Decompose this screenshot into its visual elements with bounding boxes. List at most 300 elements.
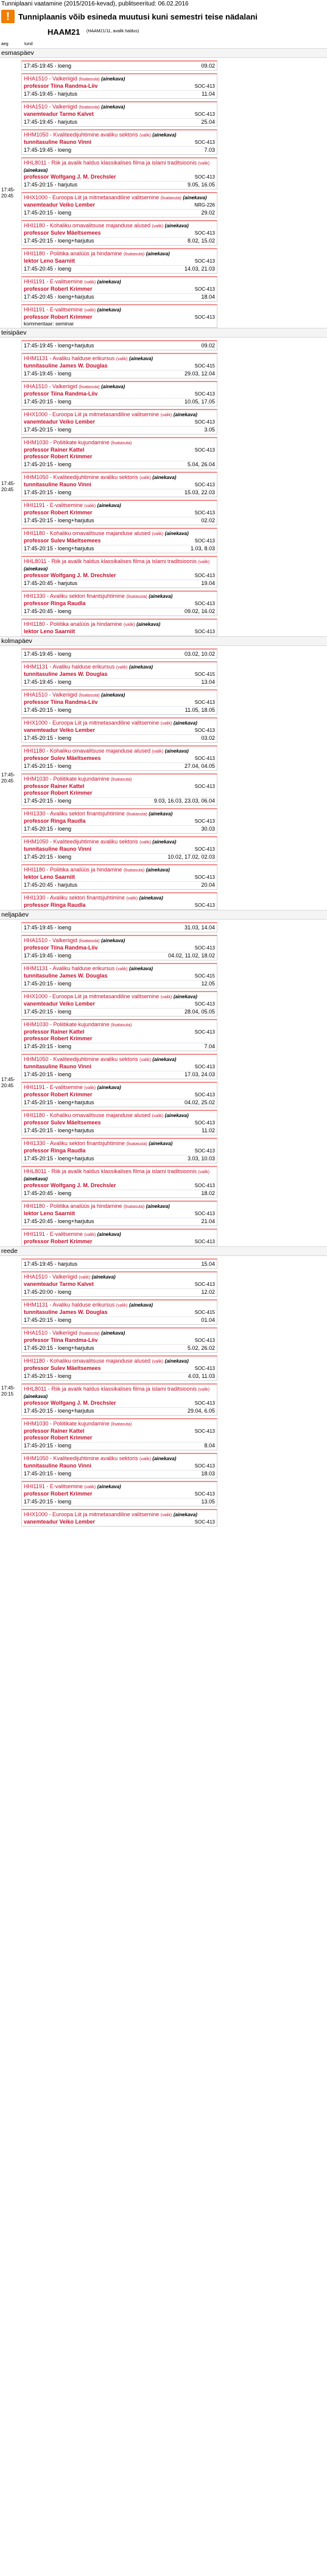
course-entry[interactable]: [21, 1299, 217, 1325]
lecturer-name[interactable]: tunnitasuline Rauno Vinni: [24, 139, 91, 145]
room-code: SOC-413: [194, 1519, 215, 1525]
room-code: SOC-413: [194, 482, 215, 488]
session-dates: 09.02: [201, 342, 215, 349]
lecturer-name[interactable]: professor Wolfgang J. M. Drechsler: [24, 1182, 116, 1188]
session-line: [24, 678, 215, 686]
syllabus-link[interactable]: (ainekava): [149, 594, 173, 599]
lecturer-name[interactable]: professor Ringa Raudla: [24, 600, 86, 606]
syllabus-link[interactable]: (ainekava): [152, 839, 177, 845]
syllabus-link[interactable]: (ainekava): [97, 279, 121, 285]
course-entry[interactable]: [21, 591, 217, 616]
room-code: SOC-413: [194, 286, 215, 292]
syllabus-link[interactable]: (ainekava): [146, 251, 170, 257]
course-title: [24, 937, 215, 945]
session-line: [24, 1261, 215, 1268]
lecturer-name[interactable]: professor Sulev Mäeltsemees: [24, 1365, 101, 1371]
lecturer-name[interactable]: tunnitasuline James W. Douglas: [24, 973, 108, 979]
day-time-label: 20:45: [1, 193, 14, 199]
lecturer-room-line: [24, 1182, 215, 1189]
course-entry[interactable]: [21, 1271, 217, 1297]
lecturer-name[interactable]: professor Wolfgang J. M. Drechsler: [24, 572, 116, 578]
warning-text: Tunniplaanis võib esineda muutusi kuni semestri teise nädalani: [18, 12, 258, 21]
course-entry[interactable]: [21, 1383, 217, 1416]
session-time-type: 17:45-20:15 - harjutus: [24, 182, 78, 188]
syllabus-link[interactable]: (ainekava): [152, 1057, 177, 1062]
course-entry[interactable]: [21, 717, 217, 743]
lecturer-name[interactable]: lektor Leno Saarniit: [24, 1210, 76, 1216]
room-code: SOC-415: [194, 973, 215, 979]
lecturer-name[interactable]: vanemteadur Veiko Lember: [24, 1001, 96, 1007]
course-title: [24, 411, 215, 419]
course-option: (valik): [160, 1513, 172, 1517]
syllabus-link[interactable]: (ainekava): [149, 1141, 173, 1146]
lecturer-name[interactable]: lektor Leno Saarniit: [24, 874, 76, 880]
session-time-type: 17:45-20:15 - loeng: [24, 707, 72, 713]
lecturer-name[interactable]: tunnitasuline Rauno Vinni: [24, 1463, 91, 1469]
course-entry[interactable]: [21, 773, 217, 806]
session-line: [24, 825, 215, 832]
syllabus-link[interactable]: (ainekava): [183, 195, 207, 200]
course-entry[interactable]: [21, 437, 217, 469]
room-code: SOC-413: [194, 447, 215, 453]
course-entry[interactable]: [21, 836, 217, 862]
lecturer-room-line: [24, 363, 215, 369]
syllabus-link[interactable]: (ainekava): [101, 1330, 125, 1336]
course-entry[interactable]: [21, 1201, 217, 1226]
course-entry[interactable]: [21, 648, 217, 659]
course-code-name: HHI1180 - Kohaliku omavalitsuse majanduse alused: [24, 222, 150, 229]
session-line: [24, 545, 215, 552]
syllabus-link[interactable]: (ainekava): [97, 1085, 121, 1090]
syllabus-link[interactable]: (ainekava): [152, 132, 177, 138]
session-dates: 1.03, 8.03: [190, 545, 215, 552]
syllabus-link[interactable]: (ainekava): [97, 307, 121, 313]
lecturer-name[interactable]: professor Tiina Randma-Liiv: [24, 1337, 98, 1343]
course-entry[interactable]: [21, 1509, 217, 1527]
course-comment: kommentaar: seminar: [24, 321, 74, 327]
lecturer-name[interactable]: professor Ringa Raudla: [24, 902, 86, 908]
lecturer-name[interactable]: vanemteadur Tarmo Kalvet: [24, 1281, 94, 1287]
course-option: (valik): [152, 750, 164, 754]
course-option: (valik): [84, 504, 96, 508]
day-time-label: 17:45-: [1, 481, 15, 486]
course-option: (lisatasuta): [160, 196, 181, 200]
syllabus-link[interactable]: (ainekava): [146, 1204, 170, 1209]
session-line: [24, 1288, 215, 1296]
course-title: [24, 1511, 215, 1519]
course-entry[interactable]: [21, 409, 217, 435]
course-entry[interactable]: [21, 500, 217, 525]
lecturer-room-line: [24, 286, 215, 293]
syllabus-link[interactable]: (ainekava): [164, 748, 189, 754]
session-dates: 18.04: [201, 294, 215, 300]
course-option: (valik): [160, 722, 172, 726]
day-header: teisipäev: [0, 328, 327, 338]
lecturer-name[interactable]: vanemteadur Veiko Lember: [24, 1519, 96, 1525]
lecturer-name[interactable]: vanemteadur Veiko Lember: [24, 419, 96, 425]
lecturer-name[interactable]: professor Tiina Randma-Liiv: [24, 391, 98, 397]
room-code: SOC-413: [194, 538, 215, 544]
lecturer-name[interactable]: professor Robert Krimmer: [24, 314, 93, 320]
room-code: SOC-413: [194, 1491, 215, 1497]
syllabus-link[interactable]: (ainekava): [173, 1512, 197, 1517]
lecturer-name[interactable]: professor Rainer Kattel professor Robert Krimmer: [24, 783, 93, 796]
day-row: [0, 646, 327, 910]
course-title: [24, 1330, 215, 1337]
session-time-type: 17:45-20:15 - loeng: [24, 1317, 72, 1323]
course-option: (valik): [160, 995, 172, 999]
course-entry[interactable]: [21, 1418, 217, 1450]
course-code-name: HHX1000 - Euroopa Liit ja mitmetasandiline valitsemine: [24, 411, 160, 417]
room-code: SOC-413: [194, 601, 215, 606]
lecturer-name[interactable]: tunnitasuline James W. Douglas: [24, 671, 108, 677]
course-entry[interactable]: [21, 60, 217, 71]
course-title: [24, 867, 215, 874]
session-line: [24, 293, 215, 300]
col-time-header: aeg: [1, 42, 9, 46]
syllabus-link[interactable]: (ainekava): [128, 966, 153, 971]
course-entry[interactable]: [21, 1481, 217, 1506]
course-title: [24, 502, 215, 509]
lecturer-room-line: [24, 1210, 215, 1217]
course-code-name: HHM1030 - Poliitikate kujundamine: [24, 776, 110, 782]
course-entry[interactable]: [21, 220, 217, 246]
course-entry[interactable]: [21, 340, 217, 350]
course-entry[interactable]: [21, 1327, 217, 1353]
session-time-type: 17:45-20:15 - loeng: [24, 1471, 72, 1477]
col-week-header: tund: [24, 42, 33, 46]
lecturer-name[interactable]: professor Robert Krimmer: [24, 1491, 93, 1497]
lecturer-name[interactable]: professor Tiina Randma-Liiv: [24, 699, 98, 705]
syllabus-link[interactable]: (ainekava): [128, 1302, 153, 1308]
syllabus-link[interactable]: (ainekava): [24, 1394, 48, 1399]
course-entry[interactable]: [21, 864, 217, 890]
lecturer-name[interactable]: professor Tiina Randma-Liiv: [24, 83, 98, 89]
syllabus-link[interactable]: (ainekava): [101, 76, 125, 82]
session-line: [24, 517, 215, 524]
room-code: SOC-413: [194, 1183, 215, 1188]
course-entry[interactable]: [21, 1166, 217, 1198]
lecturer-name[interactable]: professor Sulev Mäeltsemees: [24, 538, 101, 544]
course-entry[interactable]: [21, 892, 217, 910]
lecturer-room-line: [24, 818, 215, 825]
session-dates: 11.04: [202, 91, 215, 97]
lecturer-name[interactable]: tunnitasuline Rauno Vinni: [24, 846, 91, 852]
lecturer-name[interactable]: professor Ringa Raudla: [24, 1148, 86, 1154]
syllabus-link[interactable]: (ainekava): [152, 1456, 177, 1461]
course-code-name: HHA1510 - Valkeriigid: [24, 937, 77, 943]
course-title: [24, 965, 215, 973]
lecturer-name[interactable]: professor Wolfgang J. M. Drechsler: [24, 174, 116, 180]
session-time-type: 17:45-20:45 - harjutus: [24, 580, 78, 586]
lecturer-room-line: [24, 1400, 215, 1407]
lecturer-room-line: [24, 1337, 215, 1344]
lecturer-name[interactable]: professor Robert Krimmer: [24, 1238, 93, 1244]
day-time-label: 17:45-: [1, 1385, 15, 1391]
lecturer-name[interactable]: vanemteadur Tarmo Kalvet: [24, 111, 94, 117]
course-entry[interactable]: [21, 101, 217, 127]
session-line: [24, 370, 215, 377]
course-title: [24, 895, 215, 902]
syllabus-link[interactable]: (ainekava): [97, 1484, 121, 1489]
syllabus-link[interactable]: (ainekava): [149, 811, 173, 817]
course-entry[interactable]: [21, 129, 217, 155]
course-code-name: HHM1131 - Avaliku halduse erikursus: [24, 1302, 115, 1308]
room-code: SOC-413: [194, 728, 215, 733]
lecturer-name[interactable]: lektor Leno Saarniit: [24, 628, 76, 634]
course-entry[interactable]: [21, 73, 217, 99]
syllabus-link[interactable]: (ainekava): [128, 356, 153, 361]
lecturer-room-line: [24, 1281, 215, 1288]
course-entry[interactable]: [21, 472, 217, 497]
course-title: [24, 593, 215, 600]
course-title: [24, 76, 215, 83]
course-entry[interactable]: [21, 1258, 217, 1269]
course-title: [24, 474, 215, 481]
session-line: [24, 1071, 215, 1078]
course-entry[interactable]: [21, 745, 217, 771]
syllabus-link[interactable]: (ainekava): [128, 664, 153, 670]
session-time-type: 17:45-19:45 - harjutus: [24, 91, 78, 97]
session-dates: 10.02, 17.02, 02.03: [167, 854, 215, 860]
session-dates: 12.05: [201, 981, 215, 987]
course-code-name: HHI1330 - Avaliku sektori finantsjuhtimine: [24, 811, 125, 817]
course-entry[interactable]: [21, 1110, 217, 1135]
group-header: [0, 24, 327, 41]
session-dates: 04.02, 11.02, 18.02: [168, 953, 215, 959]
session-time-type: 17:45-20:15 - loeng+harjutus: [24, 517, 94, 523]
session-time-type: 17:45-20:15 - loeng: [24, 461, 72, 467]
room-code: SOC-413: [194, 1211, 215, 1216]
course-title: [24, 1168, 215, 1182]
syllabus-link[interactable]: (ainekava): [101, 104, 125, 110]
syllabus-link[interactable]: (ainekava): [146, 867, 170, 873]
session-time-type: 17:45-20:15 - loeng: [24, 1009, 72, 1015]
lecturer-name[interactable]: professor Ringa Raudla: [24, 818, 86, 824]
lecturer-room-line: [24, 1365, 215, 1372]
session-dates: 15.04: [201, 1261, 215, 1267]
room-code: SOC-413: [194, 174, 215, 180]
syllabus-link[interactable]: (ainekava): [164, 531, 189, 536]
lecturer-room-line: [24, 671, 215, 678]
course-option: (valik): [84, 308, 96, 313]
course-entry[interactable]: [21, 381, 217, 406]
lecturer-name[interactable]: professor Robert Krimmer: [24, 509, 93, 516]
room-code: SOC-413: [194, 1366, 215, 1371]
session-dates: 5.04, 26.04: [187, 461, 215, 467]
lecturer-name[interactable]: professor Rainer Kattel professor Robert Krimmer: [24, 1029, 93, 1041]
course-entry[interactable]: [21, 248, 217, 274]
course-code-name: HHI1180 - Kohaliku omavalitsuse majanduse alused: [24, 1112, 150, 1118]
lecturer-room-line: [24, 139, 215, 146]
session-dates: 29.02: [201, 210, 215, 216]
course-code-name: HHM1131 - Avaliku halduse erikursus: [24, 355, 115, 361]
lecturer-name[interactable]: tunnitasuline James W. Douglas: [24, 363, 108, 369]
lecturer-room-line: [24, 538, 215, 544]
lecturer-name[interactable]: vanemteadur Veiko Lember: [24, 202, 96, 208]
course-option: (valik): [116, 665, 128, 670]
lecturer-name[interactable]: professor Rainer Kattel professor Robert Krimmer: [24, 1428, 93, 1441]
session-time-type: 17:45-20:15 - loeng: [24, 735, 72, 741]
day-row: [0, 338, 327, 636]
lecturer-name[interactable]: professor Sulev Mäeltsemees: [24, 1119, 101, 1126]
course-entry[interactable]: [21, 922, 217, 932]
course-entry[interactable]: [21, 808, 217, 834]
syllabus-link[interactable]: (ainekava): [101, 938, 125, 943]
course-code-name: HHI1191 - E-valitsemine: [24, 307, 83, 313]
course-option: (valik): [198, 161, 210, 166]
syllabus-link[interactable]: (ainekava): [152, 475, 177, 480]
session-dates: 30.03: [201, 826, 215, 832]
syllabus-link[interactable]: (ainekava): [97, 1232, 121, 1237]
session-time-type: 17:45-19:45 - loeng: [24, 147, 72, 153]
course-entry[interactable]: [21, 528, 217, 553]
course-option: (valik): [116, 357, 128, 361]
course-title: [24, 1358, 215, 1365]
course-entry[interactable]: [21, 353, 217, 378]
session-time-type: 17:45-20:15 - loeng+harjutus: [24, 1345, 94, 1351]
lecturer-name[interactable]: vanemteadur Veiko Lember: [24, 727, 96, 733]
lecturer-name[interactable]: professor Wolfgang J. M. Drechsler: [24, 1400, 116, 1406]
course-code-name: HHI1330 - Avaliku sektori finantsjuhtimine: [24, 1140, 125, 1146]
course-code-name: HHI1180 - Poliitika analüüs ja hindamine: [24, 1203, 122, 1209]
session-dates: 3.05: [204, 427, 215, 433]
course-option: (lisatasuta): [79, 939, 100, 943]
course-entry[interactable]: [21, 157, 217, 190]
course-title: [24, 621, 215, 628]
session-time-type: 17:45-19:45 - loeng: [24, 371, 72, 377]
session-dates: 11.02: [202, 1127, 215, 1134]
course-option: (lisatasuta): [79, 77, 100, 82]
room-code: SOC-413: [194, 629, 215, 634]
course-entry[interactable]: [21, 1355, 217, 1381]
course-entry[interactable]: [21, 661, 217, 687]
lecturer-name[interactable]: tunnitasuline James W. Douglas: [24, 1309, 108, 1315]
session-dates: 11.05, 18.05: [185, 707, 215, 713]
lecturer-room-line: [24, 1029, 215, 1042]
course-entry[interactable]: [21, 556, 217, 588]
session-dates: 25.04: [201, 119, 215, 125]
course-entry[interactable]: [21, 1138, 217, 1163]
course-code-name: HHX1000 - Euroopa Liit ja mitmetasandiline valitsemine: [24, 194, 160, 200]
course-code-name: HHM1030 - Poliitikate kujundamine: [24, 1421, 110, 1427]
session-line: [24, 90, 215, 98]
course-entry[interactable]: [21, 935, 217, 960]
course-title: [24, 250, 215, 258]
course-entry[interactable]: [21, 276, 217, 302]
syllabus-link[interactable]: (ainekava): [173, 412, 197, 417]
session-time-type: 17:45-19:45 - loeng: [24, 651, 72, 657]
syllabus-link[interactable]: (ainekava): [136, 622, 161, 627]
syllabus-link[interactable]: (ainekava): [91, 1274, 116, 1280]
session-dates: 9.03, 16.03, 23.03, 06.04: [153, 798, 215, 804]
course-code-name: HHI1330 - Avaliku sektori finantsjuhtimine: [24, 895, 125, 901]
lecturer-room-line: [24, 174, 215, 180]
course-entry[interactable]: [21, 304, 217, 328]
course-code-name: HHA1510 - Valkeriigid: [24, 692, 77, 698]
course-entry[interactable]: [21, 991, 217, 1017]
course-entry[interactable]: [21, 192, 217, 218]
session-dates: 21.04: [201, 1218, 215, 1224]
syllabus-link[interactable]: (ainekava): [24, 168, 48, 173]
course-entry[interactable]: [21, 1453, 217, 1478]
session-dates: 27.04, 04.05: [184, 763, 215, 769]
room-code: SOC-413: [194, 83, 215, 89]
course-code-name: HHI1180 - Kohaliku omavalitsuse majanduse alused: [24, 748, 150, 754]
course-code-name: HHM1050 - Kvaliteedijuhtimine avaliku sektoris: [24, 1056, 138, 1062]
syllabus-link[interactable]: (ainekava): [101, 692, 125, 698]
course-title: [24, 1203, 215, 1210]
course-code-name: HHM1050 - Kvaliteedijuhtimine avaliku sektoris: [24, 474, 138, 480]
session-line: [24, 1218, 215, 1225]
course-code-name: HHI1191 - E-valitsemine: [24, 279, 83, 285]
course-entry[interactable]: [21, 689, 217, 715]
lecturer-name[interactable]: tunnitasuline Rauno Vinni: [24, 1063, 91, 1070]
day-events: [21, 1256, 217, 1527]
session-time-type: 17:45-20:15 - loeng: [24, 854, 72, 860]
room-code: SOC-413: [194, 784, 215, 789]
lecturer-name[interactable]: professor Sulev Mäeltsemees: [24, 755, 101, 761]
lecturer-room-line: [24, 419, 215, 425]
session-line: [24, 853, 215, 860]
course-option: (valik): [152, 532, 164, 536]
course-title: [24, 664, 215, 671]
syllabus-link[interactable]: (ainekava): [164, 1358, 189, 1364]
lecturer-room-line: [24, 258, 215, 264]
course-entry[interactable]: [21, 1019, 217, 1051]
session-dates: 10.05, 17.05: [184, 399, 215, 405]
syllabus-link[interactable]: (ainekava): [101, 384, 125, 389]
course-code-name: HHL8011 - Riik ja avalik haldus klassikalises filma ja islami traditsioonis: [24, 1168, 197, 1174]
syllabus-link[interactable]: (ainekava): [164, 1113, 189, 1118]
lecturer-name[interactable]: lektor Leno Saarniit: [24, 258, 76, 264]
course-entry[interactable]: [21, 1054, 217, 1079]
session-line: [24, 1372, 215, 1380]
course-entry[interactable]: [21, 1229, 217, 1246]
session-line: [24, 762, 215, 770]
course-code-name: HHA1510 - Valkeriigid: [24, 104, 77, 110]
lecturer-name[interactable]: professor Rainer Kattel professor Robert Krimmer: [24, 447, 93, 459]
session-dates: 9.05, 16.05: [187, 182, 215, 188]
lecturer-name[interactable]: professor Robert Krimmer: [24, 1091, 93, 1098]
syllabus-link[interactable]: (ainekava): [173, 994, 197, 999]
syllabus-link[interactable]: (ainekava): [24, 566, 48, 572]
course-option: (valik): [84, 1485, 96, 1489]
syllabus-link[interactable]: (ainekava): [173, 720, 197, 726]
lecturer-room-line: [24, 755, 215, 762]
syllabus-link[interactable]: (ainekava): [97, 503, 121, 508]
course-option: (valik): [84, 280, 96, 285]
lecturer-name[interactable]: tunnitasuline Rauno Vinni: [24, 481, 91, 488]
session-dates: 13.05: [201, 1499, 215, 1505]
session-time-type: 17:45-20:45 - loeng: [24, 608, 72, 614]
lecturer-name[interactable]: professor Robert Krimmer: [24, 286, 93, 292]
session-line: [24, 580, 215, 587]
lecturer-name[interactable]: professor Tiina Randma-Liiv: [24, 945, 98, 951]
syllabus-link[interactable]: (ainekava): [139, 895, 163, 901]
session-time-type: 17:45-20:15 - loeng: [24, 981, 72, 987]
syllabus-link[interactable]: (ainekava): [164, 223, 189, 229]
lecturer-room-line: [24, 902, 215, 909]
session-time-type: 17:45-19:45 - loeng: [24, 953, 72, 959]
course-entry[interactable]: [21, 1082, 217, 1107]
course-entry[interactable]: [21, 963, 217, 988]
course-entry[interactable]: [21, 619, 217, 636]
lecturer-name[interactable]: professor Sulev Mäeltsemees: [24, 230, 101, 236]
course-option: (lisatasuta): [123, 252, 145, 257]
change-warning: [1, 9, 327, 24]
syllabus-link[interactable]: (ainekava): [24, 1176, 48, 1182]
